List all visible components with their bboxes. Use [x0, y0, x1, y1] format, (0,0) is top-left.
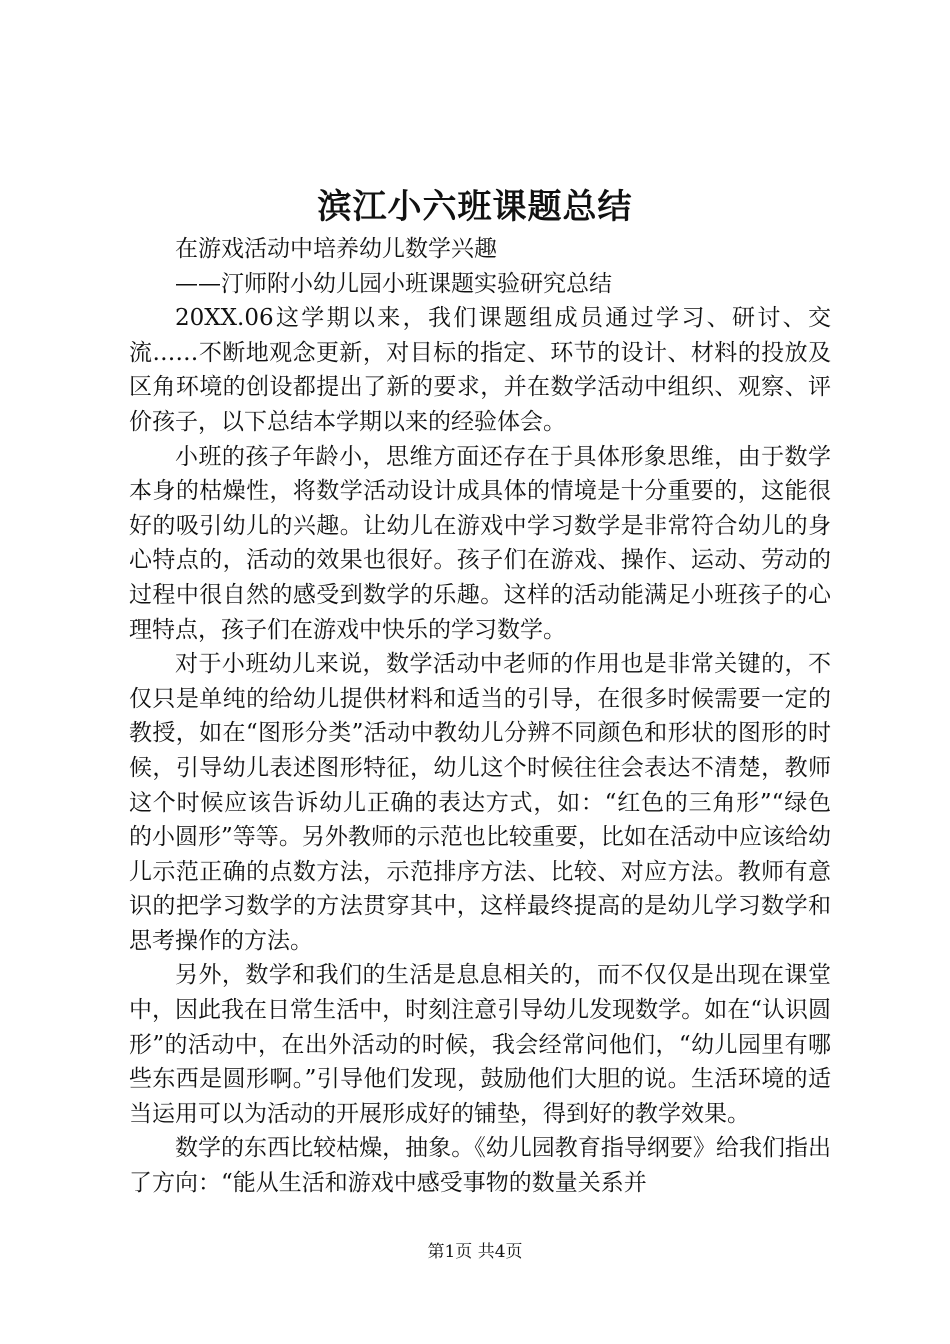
page-number-footer: 第1页 共4页	[427, 1242, 523, 1262]
body-paragraph: 数学的东西比较枯燥，抽象。《幼儿园教育指导纲要》给我们指出了方向：“能从生活和游戏中感受事物的数量关系并	[129, 1135, 831, 1197]
body-paragraph: 小班的孩子年龄小，思维方面还存在于具体形象思维，由于数学本身的枯燥性，将数学活动设计成具体的情境是十分重要的，这能很好的吸引幼儿的兴趣。让幼儿在游戏中学习数学是非常符合幼儿的身心特点的，活动的效果也很好。孩子们在游戏、操作、运动、劳动的过程中很自然的感受到数学的乐趣。这样的活动能满足小班孩子的心理特点，孩子们在游戏中快乐的学习数学。	[129, 443, 831, 643]
document-title: 滨江小六班课题总结	[317, 187, 633, 227]
body-paragraph: 另外，数学和我们的生活是息息相关的，而不仅仅是出现在课堂中，因此我在日常生活中，时刻注意引导幼儿发现数学。如在“认识圆形”的活动中，在出外活动的时候，我会经常问他们，“幼儿园里有哪些东西是圆形啊。”引导他们发现，鼓励他们大胆的说。生活环境的适当运用可以为活动的开展形成好的铺垫，得到好的教学效果。	[129, 962, 831, 1127]
body-paragraph: 20XX.06这学期以来，我们课题组成员通过学习、研讨、交流……不断地观念更新，对目标的指定、环节的设计、材料的投放及区角环境的创设都提出了新的要求，并在数学活动中组织、观察、评价孩子，以下总结本学期以来的经验体会。	[129, 305, 831, 435]
subtitle-paragraph: 在游戏活动中培养幼儿数学兴趣	[175, 236, 497, 262]
document-body	[129, 232, 831, 1201]
body-paragraph: 对于小班幼儿来说，数学活动中老师的作用也是非常关键的，不仅只是单纯的给幼儿提供材料和适当的引导，在很多时候需要一定的教授，如在“图形分类”活动中教幼儿分辨不同颜色和形状的图形的时候，引导幼儿表述图形特征，幼儿这个时候往往会表达不清楚，教师这个时候应该告诉幼儿正确的表达方式，如：“红色的三角形”“绿色的小圆形”等等。另外教师的示范也比较重要，比如在活动中应该给幼儿示范正确的点数方法，示范排序方法、比较、对应方法。教师有意识的把学习数学的方法贯穿其中，这样最终提高的是幼儿学习数学和思考操作的方法。	[129, 651, 831, 954]
subtitle-source-paragraph: ——汀师附小幼儿园小班课题实验研究总结	[175, 270, 612, 297]
